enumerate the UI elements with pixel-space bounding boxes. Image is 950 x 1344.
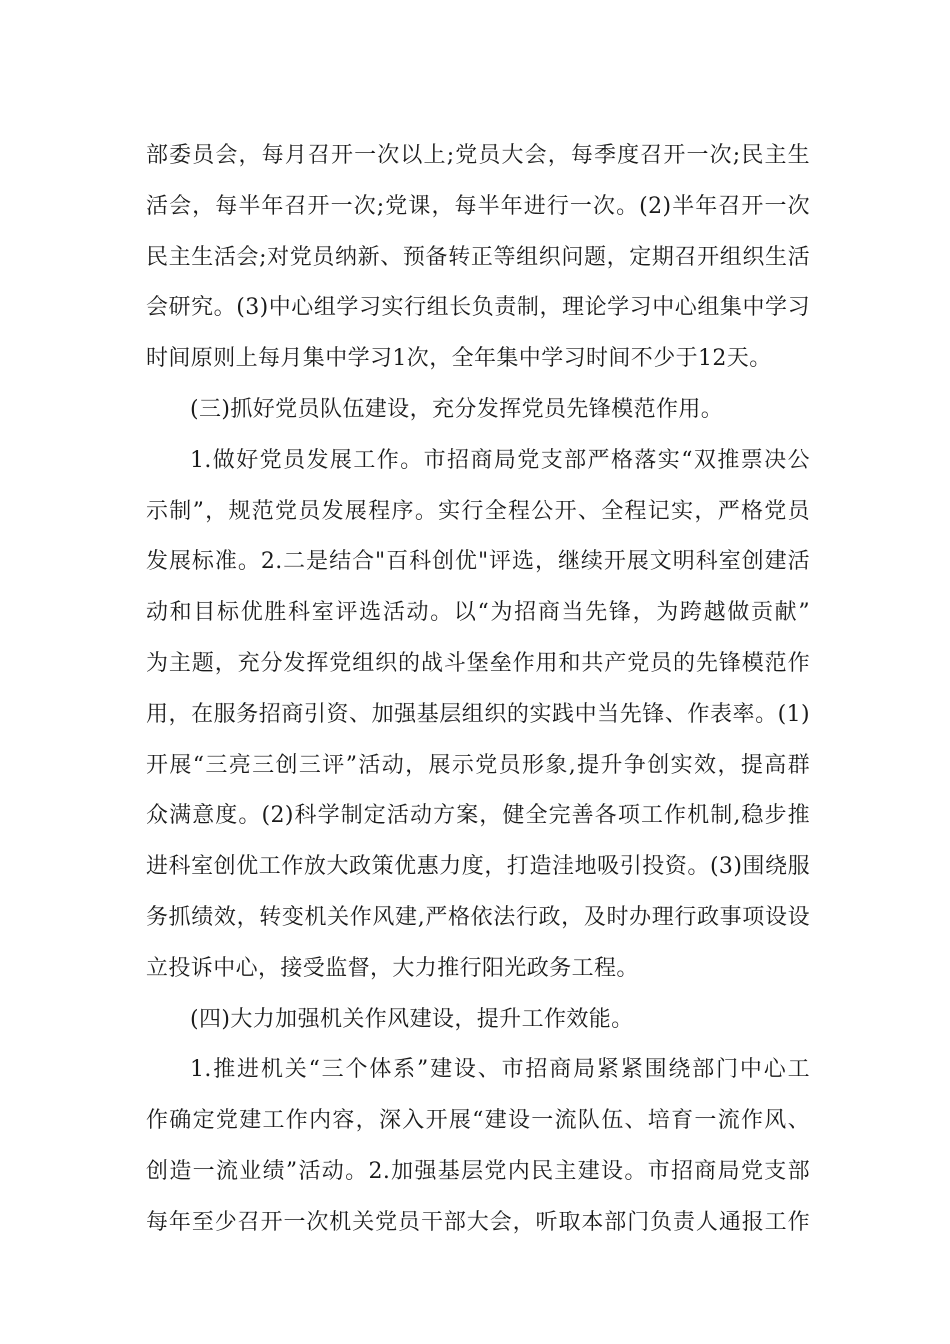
text-line: 众满意度。(2)科学制定活动方案，健全完善各项工作机制,稳步推 [146, 803, 810, 829]
text-line: 部委员会，每月召开一次以上;党员大会，每季度召开一次;民主生 [146, 143, 810, 168]
text-line: 进科室创优工作放大政策优惠力度，打造洼地吸引投资。(3)围绕服 [146, 854, 810, 880]
text-line: 开展“三亮三创三评”活动，展示党员形象,提升争创实效，提高群 [146, 752, 810, 778]
text-line: 每年至少召开一次机关党员干部大会，听取本部门负责人通报工作 [146, 1209, 810, 1235]
text-line: 1.推进机关“三个体系”建设、市招商局紧紧围绕部门中心工 [190, 1057, 810, 1083]
text-line: 示制”，规范党员发展程序。实行全程公开、全程记实，严格党员 [146, 498, 810, 524]
text-line: 民主生活会;对党员纳新、预备转正等组织问题，定期召开组织生活 [146, 244, 810, 270]
text-line: 时间原则上每月集中学习1次，全年集中学习时间不少于12天。 [146, 346, 772, 372]
document-body [146, 131, 810, 1249]
section-heading: (四)大力加强机关作风建设，提升工作效能。 [190, 1006, 634, 1032]
text-line: 为主题，充分发挥党组织的战斗堡垒作用和共产党员的先锋模范作 [146, 650, 810, 676]
text-line: 立投诉中心，接受监督，大力推行阳光政务工程。 [146, 955, 639, 981]
text-line: 动和目标优胜科室评选活动。以“为招商当先锋，为跨越做贡献” [146, 600, 810, 626]
text-line: 发展标准。2.二是结合"百科创优"评选，继续开展文明科室创建活 [146, 549, 810, 575]
text-line: 活会，每半年召开一次;党课，每半年进行一次。(2)半年召开一次 [146, 193, 810, 219]
text-line: 用，在服务招商引资、加强基层组织的实践中当先锋、作表率。(1) [146, 701, 810, 727]
section-heading: (三)抓好党员队伍建设，充分发挥党员先锋模范作用。 [190, 396, 724, 422]
text-line: 1.做好党员发展工作。市招商局党支部严格落实“双推票决公 [190, 447, 810, 473]
text-line: 作确定党建工作内容，深入开展“建设一流队伍、培育一流作风、 [146, 1108, 810, 1134]
text-line: 创造一流业绩”活动。2.加强基层党内民主建设。市招商局党支部 [146, 1158, 810, 1184]
text-line: 会研究。(3)中心组学习实行组长负责制，理论学习中心组集中学习 [146, 295, 810, 321]
text-line: 务抓绩效，转变机关作风建,严格依法行政，及时办理行政事项设设 [146, 904, 810, 930]
